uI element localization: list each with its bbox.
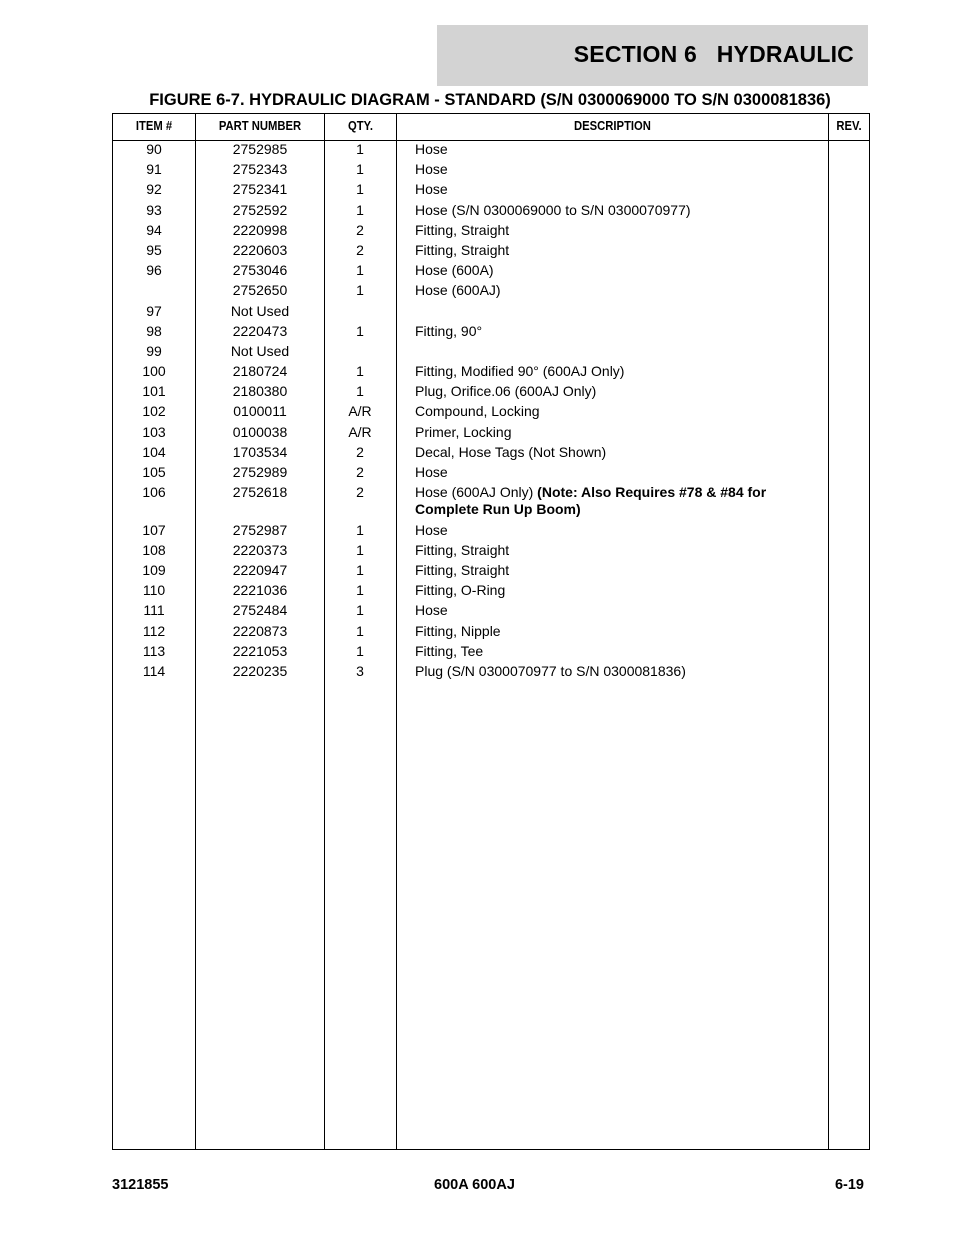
description xyxy=(415,202,825,219)
quantity: 1 xyxy=(356,282,364,299)
part-number: 2220947 xyxy=(232,562,288,579)
table-row xyxy=(113,464,869,484)
description-text: Primer, Locking xyxy=(415,423,512,440)
part-number: 2752989 xyxy=(232,464,288,480)
item-number: 96 xyxy=(146,262,162,279)
table-row xyxy=(113,202,869,222)
part-number: 2752985 xyxy=(232,141,288,157)
table-row xyxy=(113,663,869,683)
item-number: 92 xyxy=(146,181,162,198)
part-number: 2221053 xyxy=(232,642,288,659)
description xyxy=(415,424,825,441)
part-number: 2220998 xyxy=(232,221,288,238)
description xyxy=(415,484,825,518)
section-title: SECTION 6 HYDRAULIC xyxy=(573,41,854,67)
description-text: Fitting, Straight xyxy=(415,562,510,579)
table-row xyxy=(113,303,869,323)
quantity: 1 xyxy=(356,141,364,157)
table-row xyxy=(113,623,869,643)
column-header-qty: QTY. xyxy=(347,119,374,133)
table-row xyxy=(113,522,869,542)
description xyxy=(415,323,825,340)
part-number: 2221036 xyxy=(232,582,288,599)
part-number: 2220373 xyxy=(232,541,288,558)
table-row xyxy=(113,562,869,582)
quantity: A/R xyxy=(348,423,372,440)
column-header-part-number: PART NUMBER xyxy=(218,119,302,133)
description-note: (Note: Also Requires #78 & #84 for Complete Run Up Boom) xyxy=(415,484,767,518)
description-text: Hose (600AJ Only) xyxy=(415,484,538,501)
item-number: 111 xyxy=(143,602,165,619)
description-text: Compound, Locking xyxy=(415,403,540,420)
description-text: Fitting, Nipple xyxy=(415,622,501,639)
table-row xyxy=(113,161,869,181)
part-number: 1703534 xyxy=(232,443,288,460)
description xyxy=(415,181,825,198)
table-row xyxy=(113,444,869,464)
table-row xyxy=(113,363,869,383)
column-header-rev: REV. xyxy=(836,119,862,133)
table-row xyxy=(113,343,869,363)
quantity: 2 xyxy=(356,464,364,480)
description-text: Fitting, Straight xyxy=(415,221,510,238)
description-text: Hose (600A) xyxy=(415,262,494,279)
description-text: Hose xyxy=(415,602,448,619)
description xyxy=(415,542,825,559)
quantity: 1 xyxy=(356,363,364,380)
quantity: 1 xyxy=(356,521,364,538)
quantity: 1 xyxy=(356,541,364,558)
part-number: 2220603 xyxy=(232,241,288,258)
description xyxy=(415,282,825,299)
description xyxy=(415,383,825,400)
quantity: 2 xyxy=(356,484,364,501)
figure-title: FIGURE 6-7. HYDRAULIC DIAGRAM - STANDARD (S/N 0300069000 TO S/N 0300081836) xyxy=(149,91,831,109)
item-number: 100 xyxy=(142,363,166,380)
item-number: 98 xyxy=(146,322,162,339)
description xyxy=(415,643,825,660)
description-text: Hose (S/N 0300069000 to S/N 0300070977) xyxy=(415,201,691,218)
description xyxy=(415,663,825,680)
part-number: 2752650 xyxy=(232,282,288,299)
part-number: 2220235 xyxy=(232,663,288,679)
item-number: 94 xyxy=(146,221,162,238)
item-number: 99 xyxy=(146,342,162,359)
part-number: Not Used xyxy=(230,342,290,359)
item-number: 108 xyxy=(142,541,166,558)
part-number: 2752618 xyxy=(232,484,288,501)
item-number: 95 xyxy=(146,241,162,258)
description-text: Hose xyxy=(415,464,448,480)
item-number: 114 xyxy=(142,663,166,679)
description-text: Fitting, Straight xyxy=(415,241,510,258)
description xyxy=(415,141,825,158)
part-number: 2752592 xyxy=(232,201,288,218)
quantity: 1 xyxy=(356,383,364,400)
section-banner xyxy=(437,25,868,86)
description xyxy=(415,161,825,178)
description xyxy=(415,623,825,640)
item-number: 112 xyxy=(142,622,166,639)
table-row xyxy=(113,262,869,282)
part-number: 2752484 xyxy=(232,602,288,619)
item-number: 103 xyxy=(142,423,166,440)
description xyxy=(415,262,825,279)
item-number: 93 xyxy=(146,201,162,218)
description xyxy=(415,602,825,619)
table-row xyxy=(113,403,869,423)
quantity: 2 xyxy=(356,443,364,460)
table-row xyxy=(113,424,869,444)
part-number: 0100038 xyxy=(232,423,288,440)
item-number: 109 xyxy=(142,562,166,579)
description-text: Plug (S/N 0300070977 to S/N 0300081836) xyxy=(415,663,686,679)
quantity: 1 xyxy=(356,622,364,639)
description xyxy=(415,444,825,461)
description-text: Hose (600AJ) xyxy=(415,282,501,299)
quantity: 1 xyxy=(356,602,364,619)
description-text: Plug, Orifice.06 (600AJ Only) xyxy=(415,383,597,400)
description-text: Fitting, 90° xyxy=(415,322,483,339)
description xyxy=(415,363,825,380)
description xyxy=(415,222,825,239)
description-text: Hose xyxy=(415,141,448,157)
item-number: 107 xyxy=(142,521,166,538)
table-body xyxy=(113,141,869,683)
column-header-item: ITEM # xyxy=(135,119,173,133)
part-number: Not Used xyxy=(230,302,290,319)
description xyxy=(415,242,825,259)
description-text: Fitting, O-Ring xyxy=(415,582,506,599)
description-text: Hose xyxy=(415,521,448,538)
table-row xyxy=(113,383,869,403)
description xyxy=(415,562,825,579)
column-header-description: DESCRIPTION xyxy=(574,119,651,133)
table-row xyxy=(113,242,869,262)
quantity: 2 xyxy=(356,241,364,258)
page-number: 6-19 xyxy=(834,1177,864,1193)
quantity: 2 xyxy=(356,221,364,238)
quantity: A/R xyxy=(348,403,372,420)
quantity: 1 xyxy=(356,201,364,218)
table-row xyxy=(113,222,869,242)
item-number: 110 xyxy=(142,582,166,599)
quantity: 1 xyxy=(356,322,364,339)
doc-number: 3121855 xyxy=(112,1177,169,1193)
description-text: Decal, Hose Tags (Not Shown) xyxy=(415,443,607,460)
part-number: 2752987 xyxy=(232,521,288,538)
part-number: 2180380 xyxy=(232,383,288,400)
part-number: 2752343 xyxy=(232,161,288,178)
description-text: Fitting, Tee xyxy=(415,642,484,659)
table-row xyxy=(113,181,869,201)
description-text: Hose xyxy=(415,181,448,198)
table-row xyxy=(113,282,869,302)
parts-table xyxy=(112,113,870,1150)
description xyxy=(415,582,825,599)
item-number: 106 xyxy=(142,484,166,501)
part-number: 2220473 xyxy=(232,322,288,339)
table-row xyxy=(113,542,869,562)
description xyxy=(415,403,825,420)
table-row xyxy=(113,602,869,622)
quantity: 1 xyxy=(356,161,364,178)
item-number: 91 xyxy=(146,161,162,178)
item-number: 104 xyxy=(142,443,166,460)
part-number: 0100011 xyxy=(233,403,287,420)
item-number: 101 xyxy=(142,383,166,400)
table-row xyxy=(113,484,869,522)
item-number: 102 xyxy=(142,403,166,420)
table-row xyxy=(113,323,869,343)
model-names: 600A 600AJ xyxy=(434,1177,515,1193)
quantity: 1 xyxy=(356,181,364,198)
description xyxy=(415,464,825,481)
quantity: 1 xyxy=(356,262,364,279)
description-text: Fitting, Straight xyxy=(415,541,510,558)
item-number: 113 xyxy=(142,642,166,659)
table-row xyxy=(113,141,869,161)
item-number: 97 xyxy=(146,302,162,319)
part-number: 2752341 xyxy=(232,181,288,198)
table-row xyxy=(113,582,869,602)
part-number: 2180724 xyxy=(232,363,288,380)
item-number: 90 xyxy=(146,141,162,157)
quantity: 1 xyxy=(356,562,364,579)
quantity: 1 xyxy=(356,642,364,659)
description xyxy=(415,522,825,539)
item-number: 105 xyxy=(142,464,166,480)
quantity: 3 xyxy=(356,663,364,679)
part-number: 2220873 xyxy=(232,622,288,639)
part-number: 2753046 xyxy=(232,262,288,279)
quantity: 1 xyxy=(356,582,364,599)
table-row xyxy=(113,643,869,663)
description-text: Fitting, Modified 90° (600AJ Only) xyxy=(415,363,625,380)
description-text: Hose xyxy=(415,161,448,178)
